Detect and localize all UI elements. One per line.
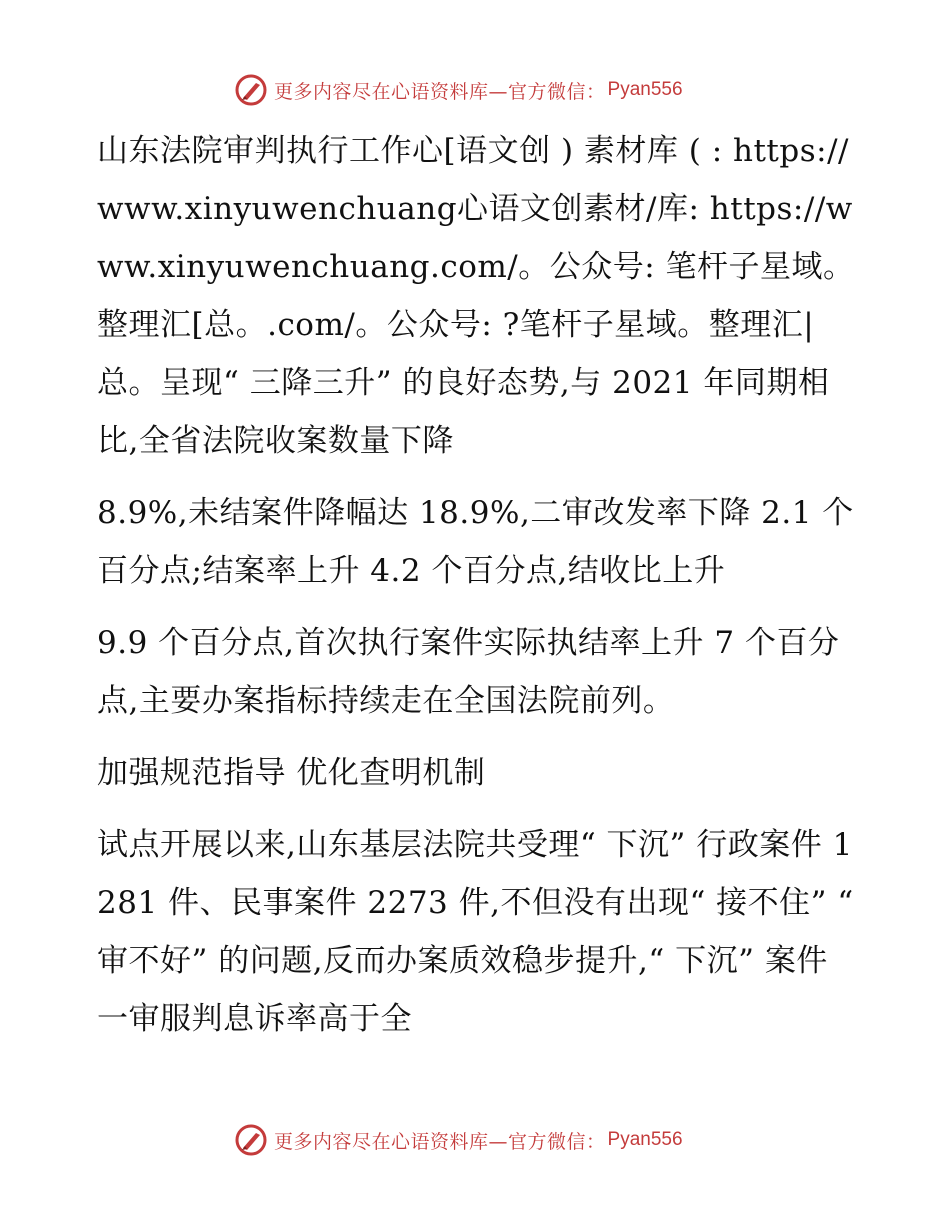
- footer-banner-wechat-id: Pyan556: [607, 1129, 683, 1150]
- paragraph-5: 试点开展以来,山东基层法院共受理“ 下沉” 行政案件 1281 件、民事案件 2273 件,不但没有出现“ 接不住” “ 审不好” 的问题,反而办案质效稳步提升,“ 下沉” 案件一审服判息诉率高于全: [97, 827, 854, 1037]
- quill-logo-icon: [234, 1123, 268, 1157]
- header-banner-wechat-id: Pyan556: [607, 79, 683, 100]
- quill-logo-icon: [234, 73, 268, 107]
- section-heading: 加强规范指导 优化查明机制: [97, 755, 486, 791]
- paragraph-1: 山东法院审判执行工作心[语文创 ) 素材库 ( : https://www.xinyuwenchuang心语文创素材/库: https://www.xinyuwenchuang.com/。公众号: 笔杆子星域。整理汇[总。.com/。公众号: ?笔杆子星域。整理汇|总。呈现“ 三降三升” 的良好态势,与 2021 年同期相比,全省法院收案数量下降: [97, 133, 855, 459]
- document-body: [97, 122, 857, 1048]
- paragraph-2: 8.9%,未结案件降幅达 18.9%,二审改发率下降 2.1 个百分点;结案率上升 4.2 个百分点,结收比上升: [97, 495, 854, 589]
- header-banner-text: 更多内容尽在心语资料库—官方微信：: [274, 80, 606, 103]
- footer-banner-text: 更多内容尽在心语资料库—官方微信：: [274, 1130, 606, 1153]
- header-watermark-banner: [234, 72, 683, 108]
- paragraph-3: 9.9 个百分点,首次执行案件实际执结率上升 7 个百分点,主要办案指标持续走在全国法院前列。: [97, 625, 840, 719]
- footer-watermark-banner: [234, 1122, 683, 1158]
